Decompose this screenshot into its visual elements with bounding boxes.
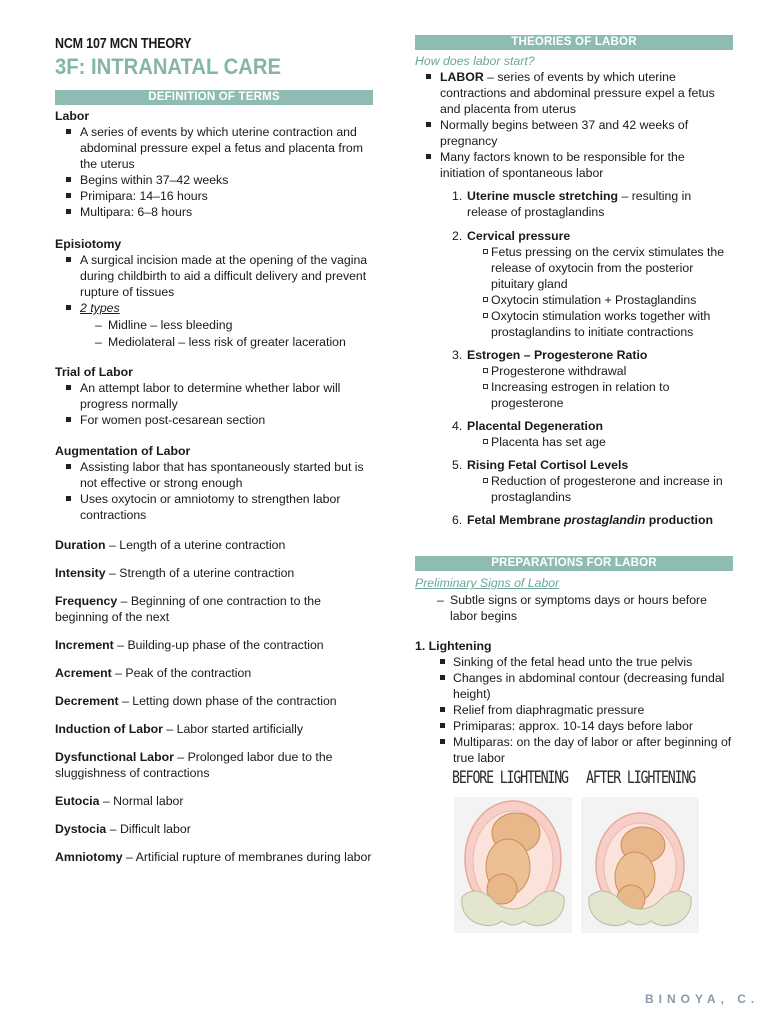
theories-of-labor-bar: THEORIES OF LABOR — [415, 35, 733, 50]
trial-list — [55, 380, 373, 428]
theory-3: 3. Estrogen – Progesterone Ratio — [452, 348, 648, 362]
list-item: Primiparas: approx. 10-14 days before labor — [415, 718, 733, 734]
term-dysfunctional: Dysfunctional Labor – Prolonged labor due to the sluggishness of contractions — [55, 750, 333, 780]
list-item: Primipara: 14–16 hours — [55, 188, 373, 204]
theory-4-list — [415, 434, 733, 450]
theory-6: 6. Fetal Membrane prostaglandin production — [452, 513, 713, 527]
labor-heading: Labor — [55, 109, 90, 123]
list-item: – Midline – less bleeding — [55, 317, 373, 333]
list-item: Uses oxytocin or amniotomy to strengthen labor contractions — [55, 491, 373, 523]
list-item: – Subtle signs or symptoms days or hours before labor begins — [415, 592, 733, 624]
list-item: Multipara: 6–8 hours — [55, 204, 373, 220]
theory-2-list — [415, 244, 733, 340]
list-item: Assisting labor that has spontaneously started but is not effective or strong enough — [55, 459, 373, 491]
preparations-for-labor-bar: PREPARATIONS FOR LABOR — [415, 556, 733, 571]
augmentation-heading: Augmentation of Labor — [55, 444, 191, 458]
term-acrement: Acrement – Peak of the contraction — [55, 666, 252, 680]
augmentation-list — [55, 459, 373, 523]
term-induction: Induction of Labor – Labor started artificially — [55, 722, 304, 736]
term-increment: Increment – Building-up phase of the contraction — [55, 638, 324, 652]
list-item: Many factors known to be responsible for the initiation of spontaneous labor — [415, 149, 733, 181]
page-title: 3F: INTRANATAL CARE — [55, 54, 282, 79]
lightening-list — [415, 654, 733, 766]
theory-2: 2. Cervical pressure — [452, 229, 571, 243]
list-item — [55, 300, 373, 316]
term-decrement: Decrement – Letting down phase of the contraction — [55, 694, 337, 708]
episiotomy-types — [55, 317, 373, 350]
theories-list — [415, 69, 733, 181]
types-label: 2 types — [80, 301, 120, 315]
list-item: A series of events by which uterine contraction and abdominal pressure expel a fetus and placenta from the uterus — [55, 124, 373, 172]
preliminary-signs-list — [415, 592, 733, 624]
list-item: Multiparas: on the day of labor or after beginning of true labor — [415, 734, 733, 766]
trial-heading: Trial of Labor — [55, 365, 133, 379]
episiotomy-list — [55, 252, 373, 316]
after-lightening-label: AFTER LIGHTENING — [586, 768, 696, 788]
list-item: An attempt labor to determine whether labor will progress normally — [55, 380, 373, 412]
term-intensity: Intensity – Strength of a uterine contraction — [55, 566, 295, 580]
term-eutocia: Eutocia – Normal labor — [55, 794, 184, 808]
list-item: Fetus pressing on the cervix stimulates the release of oxytocin from the posterior pituitary gland — [415, 244, 733, 292]
term-dystocia: Dystocia – Difficult labor — [55, 822, 191, 836]
list-item: Reduction of progesterone and increase in prostaglandins — [415, 473, 733, 505]
list-item: Begins within 37–42 weeks — [55, 172, 373, 188]
after-lightening-illustration — [581, 797, 699, 933]
before-lightening-illustration — [454, 797, 572, 933]
list-item: Oxytocin stimulation + Prostaglandins — [415, 292, 733, 308]
theories-question: How does labor start? — [415, 54, 535, 68]
term-frequency: Frequency – Beginning of one contraction to the beginning of the next — [55, 594, 321, 624]
definition-of-terms-bar: DEFINITION OF TERMS — [55, 90, 373, 105]
list-item: LABOR – series of events by which uterine contractions and abdominal pressure expel a fetus and placenta from uterus — [415, 69, 733, 117]
author-name: BINOYA, C. — [645, 992, 760, 1006]
list-item: Progesterone withdrawal — [415, 363, 733, 379]
episiotomy-heading: Episiotomy — [55, 237, 122, 251]
term-amniotomy: Amniotomy – Artificial rupture of membranes during labor — [55, 850, 372, 864]
theory-1: 1. Uterine muscle stretching – resulting in release of prostaglandins — [452, 189, 692, 219]
list-item: Increasing estrogen in relation to progesterone — [415, 379, 733, 411]
list-item: Oxytocin stimulation works together with prostaglandins to initiate contractions — [415, 308, 733, 340]
theory-5: 5. Rising Fetal Cortisol Levels — [452, 458, 629, 472]
list-item: Sinking of the fetal head unto the true pelvis — [415, 654, 733, 670]
list-item: A surgical incision made at the opening of the vagina during childbirth to aid a difficult delivery and prevent rupture of tissues — [55, 252, 373, 300]
theory-4: 4. Placental Degeneration — [452, 419, 603, 433]
uterus-after-icon — [581, 797, 699, 933]
list-item: Changes in abdominal contour (decreasing fundal height) — [415, 670, 733, 702]
preliminary-signs-heading: Preliminary Signs of Labor — [415, 576, 560, 590]
lightening-heading: 1. Lightening — [415, 639, 492, 653]
list-item: Relief from diaphragmatic pressure — [415, 702, 733, 718]
uterus-before-icon — [454, 797, 572, 933]
list-item: Placenta has set age — [415, 434, 733, 450]
list-item: For women post-cesarean section — [55, 412, 373, 428]
course-code: NCM 107 MCN THEORY — [55, 36, 192, 52]
labor-list — [55, 124, 373, 220]
theory-3-list — [415, 363, 733, 411]
term-duration: Duration – Length of a uterine contraction — [55, 538, 286, 552]
list-item: Normally begins between 37 and 42 weeks of pregnancy — [415, 117, 733, 149]
list-item: – Mediolateral – less risk of greater laceration — [55, 334, 373, 350]
theory-5-list — [415, 473, 733, 505]
before-lightening-label: BEFORE LIGHTENING — [452, 768, 568, 788]
lightening-figure — [452, 770, 700, 935]
